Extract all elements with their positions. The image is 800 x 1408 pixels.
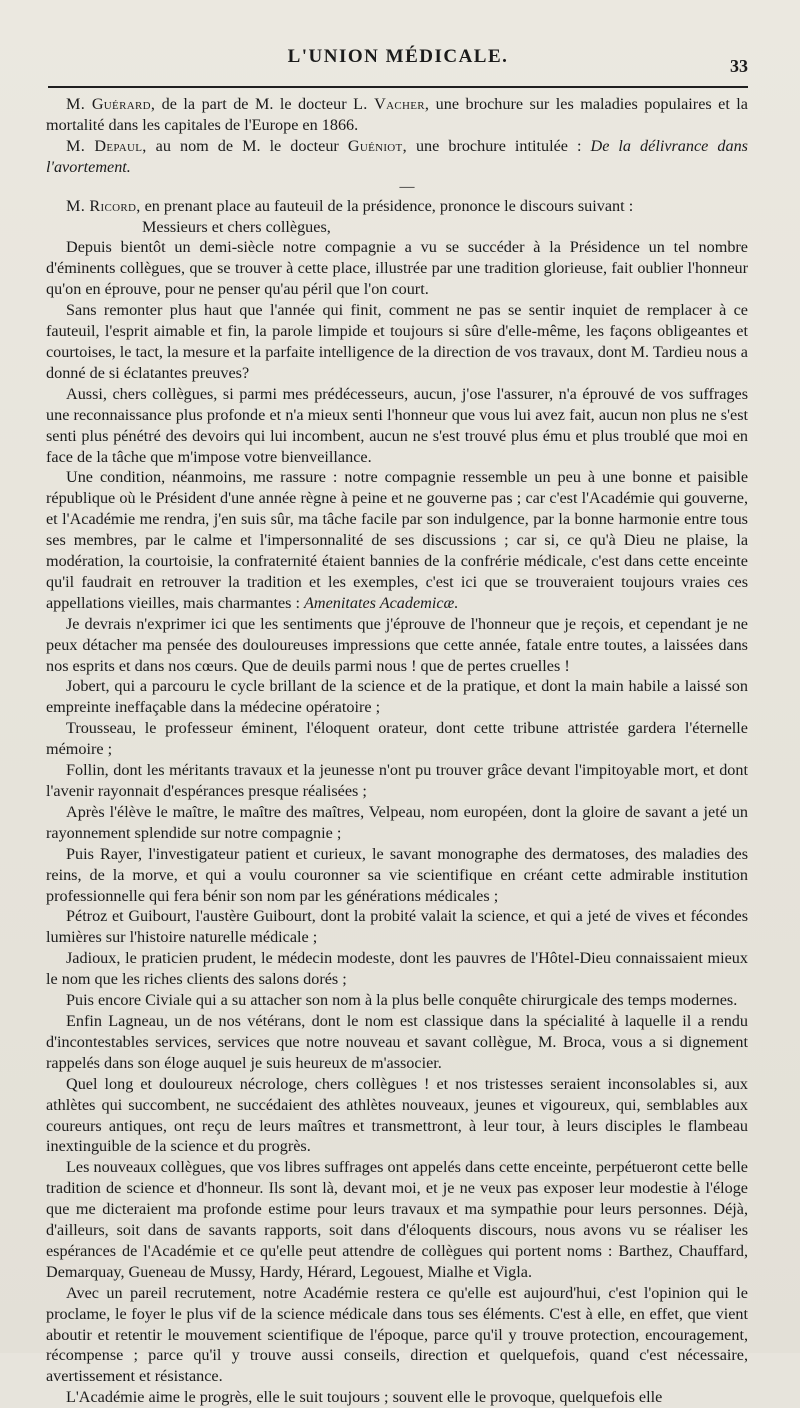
author-name: L. Vacher, <box>353 95 430 113</box>
speech-paragraph: Puis encore Civiale qui a su attacher son nom à la plus belle conquête chirurgicale des temps modernes. <box>66 991 738 1010</box>
ricord-intro: M. Ricord, en prenant place au fauteuil de la présidence, prononce le discours suivant : <box>66 196 634 215</box>
running-title: L'UNION MÉDICALE. <box>287 46 509 67</box>
author-name: Guéniot, <box>347 136 407 155</box>
entry-paragraph: M. Guérard, de la part de M. le docteur L. Vacher, une brochure sur les maladies populaires et la mortalité dans les capitales de l'Europe en 1866. <box>46 95 748 134</box>
speech-paragraph: Sans remonter plus haut que l'année qui finit, comment ne pas se sentir inquiet de remplacer à ce fauteuil, l'esprit aimable et fin, la parole limpide et toujours si sûre d'elle-même, les façons obligeantes et courtoises, le tact, la mesure et la parfaite intelligence de la direction de vos travaux, dont M. Tardieu nous a donné de si éclatantes preuves? <box>46 301 748 382</box>
author-name: M. Guérard, <box>66 95 156 113</box>
speech-salutation: Messieurs et chers collègues, <box>142 217 331 236</box>
speech-paragraph: Depuis bientôt un demi-siècle notre compagnie a vu se succéder à la Présidence un tel nombre d'éminents collègues, que se trouver à cette place, illustrée par une tradition glorieuse, fait oublier l'honneur qu'on en éprouve, pour ne penser qu'au péril que l'on court. <box>46 238 748 299</box>
speech-paragraph: Enfin Lagneau, un de nos vétérans, dont le nom est classique dans la spécialité à laquelle il a rendu d'incontestables services, services que notre nouveau et savant collègue, M. Broca, vous a si dignement rappelés dans son éloge auquel je suis heureux de m'associer. <box>46 1011 748 1072</box>
speech-paragraph: Aussi, chers collègues, si parmi mes prédécesseurs, aucun, j'ose l'assurer, n'a éprouvé de vos suffrages une reconnaissance plus profonde et n'a mieux senti l'honneur que vous lui avez fait, aucun non plus ne s'est senti plus pénétré des devoirs qui lui incombent, aucun ne s'est trouvé plus ému et plus troublé que moi en face de la tâche que m'impose votre bienveillance. <box>46 384 748 466</box>
section-separator: — <box>399 178 415 195</box>
speech-paragraph: Je devrais n'exprimer ici que les sentiments que j'éprouve de l'honneur que je reçois, et cependant je ne peux détacher ma pensée des douloureuses impressions que cette année, fatale entre toutes, a laissées dans nos esprits et dans nos cœurs. Que de deuils parmi nous ! que de pertes cruelles ! <box>46 614 748 675</box>
speech-paragraph: Avec un pareil recrutement, notre Académie restera ce qu'elle est aujourd'hui, c'est l'opinion qui le proclame, le foyer le plus vif de la science médicale dans tous ses éléments. C'est à elle, en effet, que vient aboutir et retentir le mouvement scientifique de l'époque, parce qu'il y trouve protection, encouragement, récompense ; parce qu'il y trouve aussi conseils, direction et quelquefois, quand c'est nécessaire, avertissement et résistance. <box>46 1283 748 1386</box>
speech-paragraph: Jobert, qui a parcouru le cycle brillant de la science et de la pratique, et dont la main habile a laissé son empreinte ineffaçable dans la médecine opératoire ; <box>46 677 748 717</box>
header-rule <box>48 86 748 88</box>
entry-paragraph: M. Depaul, au nom de M. le docteur Guéniot, une brochure intitulée : De la délivrance dans l'avortement. <box>46 136 748 176</box>
speech-paragraph: Quel long et douloureux nécrologe, chers collègues ! et nos tristesses seraient inconsolables si, aux athlètes qui succombent, ne succédaient des athlètes nouveaux, jeunes et vigoureux, qui, semblables aux coureurs antiques, ont reçu de leurs maîtres et transmettront, à leur tour, à leurs disciples le flambeau inextinguible de la science et du progrès. <box>46 1074 748 1156</box>
speech-paragraph: Trousseau, le professeur éminent, l'éloquent orateur, dont cette tribune attristée gardera l'éternelle mémoire ; <box>46 719 748 759</box>
speech-paragraph: L'Académie aime le progrès, elle le suit toujours ; souvent elle le provoque, quelquefois elle <box>66 1388 663 1407</box>
author-name: M. Depaul, <box>66 136 147 155</box>
page-header <box>48 46 748 86</box>
article-body <box>46 94 748 1408</box>
speech-paragraph: Puis Rayer, l'investigateur patient et curieux, le savant monographe des dermatoses, des maladies des reins, de la morve, et qui a voulu couronner sa vie scientifique en créant cette admirable institution professionnelle qui fera bénir son nom par les générations médicales ; <box>46 844 748 905</box>
speech-paragraph: Pétroz et Guibourt, l'austère Guibourt, dont la probité valait la science, et qui a jeté de vives et fécondes lumières sur l'histoire naturelle médicale ; <box>46 907 748 947</box>
speaker-name: M. Ricord, <box>66 196 141 215</box>
page-number: 33 <box>730 56 748 76</box>
speech-paragraph: Les nouveaux collègues, que vos libres suffrages ont appelés dans cette enceinte, perpétueront cette belle tradition de science et d'honneur. Ils sont là, devant moi, et je ne veux pas exposer leur modestie à l'éloge que me dicteraient ma profonde estime pour leurs travaux et ma sympathie pour leurs personnes. Déjà, d'ailleurs, soit dans de savants rapports, soit dans d'éloquents discours, nous avons vu se réaliser les espérances de l'Académie et ce qu'elle peut attendre de collègues qui portent noms : Barthez, Chauffard, Demarquay, Gueneau de Mussy, Hardy, Hérard, Legouest, Mialhe et Vigla. <box>46 1158 748 1281</box>
latin-phrase: Amenitates Academicæ. <box>304 593 459 612</box>
speech-paragraph: Une condition, néanmoins, me rassure : notre compagnie ressemble un peu à une bonne et paisible république où le Président d'une année règne à peine et ne gouverne pas ; car c'est l'Académie qui gouverne, et l'Académie me rendra, j'en suis sûr, ma tâche facile par son indulgence, par la bonne harmonie entre tous ses membres, par le calme et l'impersonnalité de ses discussions ; car si, ce qu'à Dieu ne plaise, la modération, la courtoisie, la confraternité étaient bannies de la confrérie médicale, c'est dans cette enceinte qu'il faudrait en retrouver la tradition et les exemples, c'est ici que se trouveraient toujours vraies ces appellations vieilles, mais charmantes : Amenitates Academicæ. <box>46 468 748 612</box>
speech-paragraph: Follin, dont les méritants travaux et la jeunesse n'ont pu trouver grâce devant l'impitoyable mort, et dont l'avenir rayonnait d'espérances presque réalisées ; <box>46 761 748 800</box>
speech-paragraph: Jadioux, le praticien prudent, le médecin modeste, dont les pauvres de l'Hôtel-Dieu connaissaient mieux le nom que les riches clients des salons dorés ; <box>46 949 748 989</box>
speech-paragraph: Après l'élève le maître, le maître des maîtres, Velpeau, nom européen, dont la gloire de savant a jeté un rayonnement splendide sur notre compagnie ; <box>46 802 748 842</box>
brochure-title: De la délivrance dans l'avortement. <box>46 136 748 176</box>
